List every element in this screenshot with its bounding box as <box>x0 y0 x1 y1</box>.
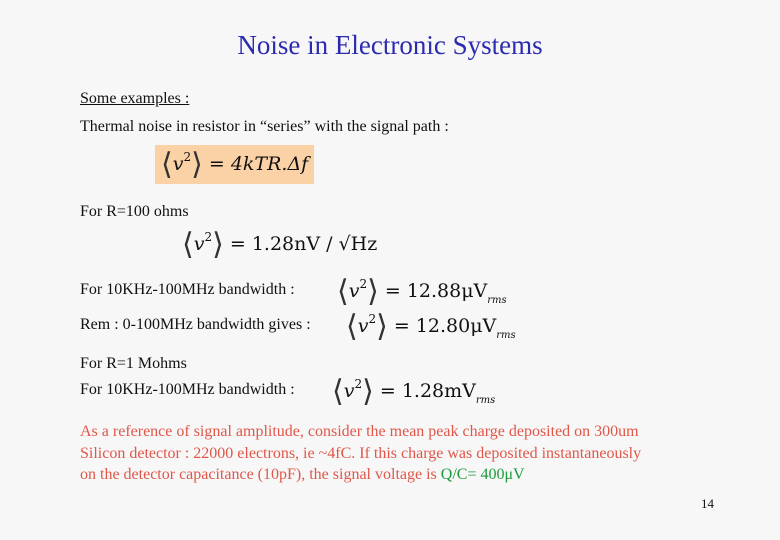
paragraph-line-3: on the detector capacitance (10pF), the signal voltage is Q/C= 400μV <box>80 466 525 483</box>
equation-bandwidth-1: $⟨v^2⟩ = 12.88\mu V_{rms}$ <box>337 274 507 309</box>
bandwidth-text-2: For 10KHz-100MHz bandwidth : <box>80 381 295 398</box>
r1mohm-text: For R=1 Mohms <box>80 355 187 372</box>
equation-r100: $⟨v^2⟩ = 1.28nV / √Hz$ <box>182 227 378 262</box>
reference-paragraph <box>80 421 730 486</box>
rem-bandwidth-text: Rem : 0-100MHz bandwidth gives : <box>80 316 311 333</box>
slide-title: Noise in Electronic Systems <box>237 30 543 60</box>
r100-text: For R=100 ohms <box>80 203 189 220</box>
equation-bandwidth-3: $⟨v^2⟩ = 1.28mV_{rms}$ <box>332 374 496 409</box>
signal-voltage-result: Q/C= 400μV <box>440 466 525 483</box>
equation-thermal-noise: $⟨v^2⟩ = 4kTR.\Delta f$ <box>155 145 314 184</box>
thermal-noise-text: Thermal noise in resistor in “series” with the signal path : <box>80 118 449 135</box>
page-number: 14 <box>701 496 714 511</box>
paragraph-line-2: Silicon detector : 22000 electrons, ie ~4fC. If this charge was deposited instantaneously <box>80 444 642 462</box>
subtitle: Some examples : <box>80 90 190 107</box>
equation-bandwidth-2: $⟨v^2⟩ = 12.80\mu V_{rms}$ <box>346 309 516 344</box>
paragraph-line-1: As a reference of signal amplitude, consider the mean peak charge deposited on 300um <box>80 423 639 440</box>
bandwidth-text-1: For 10KHz-100MHz bandwidth : <box>80 281 295 298</box>
